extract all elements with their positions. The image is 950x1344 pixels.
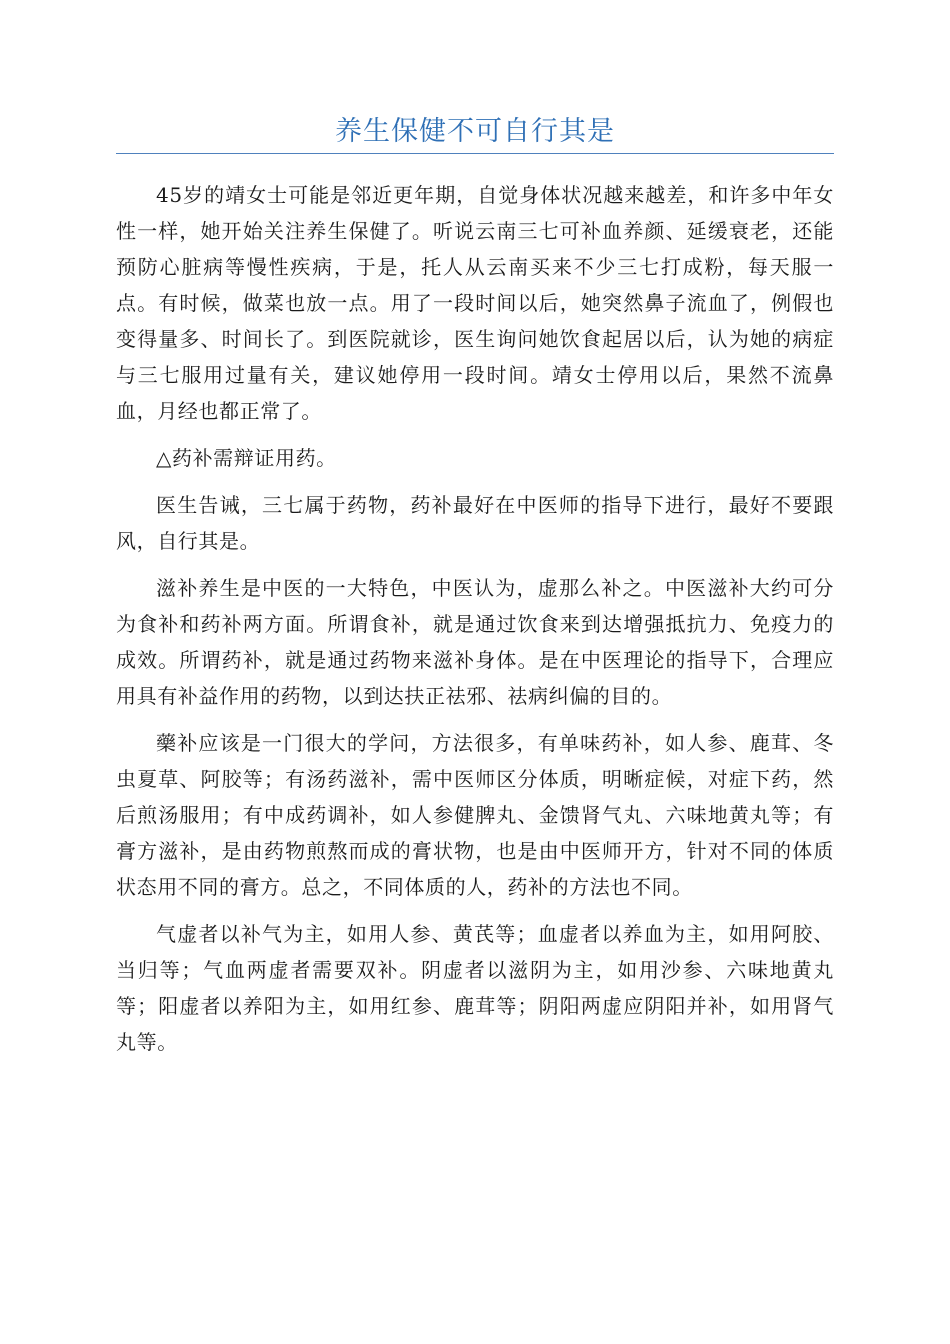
paragraph-6: 气虚者以补气为主，如用人参、黄芪等；血虚者以养血为主，如用阿胶、当归等；气血两虚者需要双补。阴虚者以滋阴为主，如用沙参、六味地黄丸等；阳虚者以养阳为主，如用红参、鹿茸等；阴阳两虚应阴阳并补，如用肾气丸等。: [116, 922, 834, 1054]
paragraph-4: 滋补养生是中医的一大特色，中医认为，虚那么补之。中医滋补大约可分为食补和药补两方面。所谓食补，就是通过饮食来到达增强抵抗力、免疫力的成效。所谓药补，就是通过药物来滋补身体。是在中医理论的指导下，合理应用具有补益作用的药物，以到达扶正祛邪、祛病纠偏的目的。: [116, 576, 834, 708]
paragraph-3: 医生告诫，三七属于药物，药补最好在中医师的指导下进行，最好不要跟风，自行其是。: [116, 493, 834, 553]
document-body: [116, 177, 834, 1071]
paragraph-5: 藥补应该是一门很大的学问，方法很多，有单味药补，如人参、鹿茸、冬虫夏草、阿胶等；有汤药滋补，需中医师区分体质，明晰症候，对症下药，然后煎汤服用；有中成药调补，如人参健脾丸、金馈肾气丸、六味地黄丸等；有膏方滋补，是由药物煎熬而成的膏状物，也是由中医师开方，针对不同的体质状态用不同的膏方。总之，不同体质的人，药补的方法也不同。: [116, 731, 834, 899]
title-underline: [116, 153, 834, 154]
paragraph-1: 45岁的靖女士可能是邻近更年期，自觉身体状况越来越差，和许多中年女性一样，她开始关注养生保健了。听说云南三七可补血养颜、延缓衰老，还能预防心脏病等慢性疾病，于是，托人从云南买来不少三七打成粉，每天服一点。有时候，做菜也放一点。用了一段时间以后，她突然鼻子流血了，例假也变得量多、时间长了。到医院就诊，医生询问她饮食起居以后，认为她的病症与三七服用过量有关，建议她停用一段时间。靖女士停用以后，果然不流鼻血，月经也都正常了。: [116, 183, 834, 423]
paragraph-2: △药补需辩证用药。: [156, 446, 337, 470]
document-title: 养生保健不可自行其是: [335, 116, 615, 147]
